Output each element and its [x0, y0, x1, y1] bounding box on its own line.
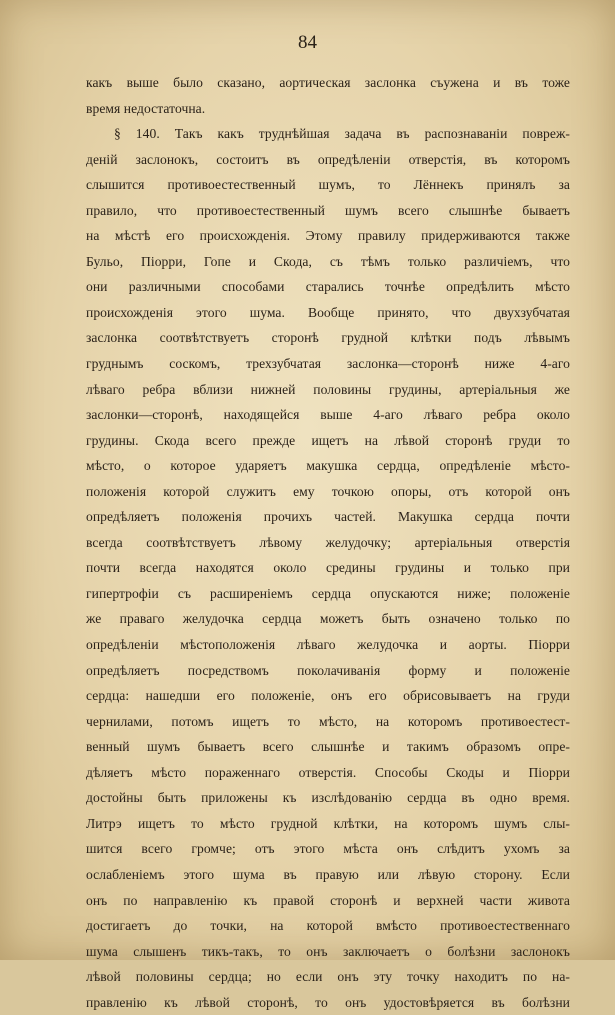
page-number: 84 [298, 32, 317, 53]
text-line: лѣвой половины сердца; но если онъ эту точку находитъ по на- [86, 969, 570, 985]
body-text [86, 70, 570, 1015]
text-line: Бульо, Піорри, Гопе и Скода, съ тѣмъ только различіемъ, что [86, 253, 570, 269]
text-line: достойны быть приложены къ изслѣдованію сердца въ одно время. [86, 790, 570, 806]
text-line: гипертрофіи съ расширеніемъ сердца опускаются ниже; положеніе [86, 585, 570, 601]
text-line: достигаетъ до точки, на которой вмѣсто противоестественнаго [86, 918, 570, 934]
text-line: заслонки—сторонѣ, находящейся выше 4-аго лѣваго ребра около [86, 407, 570, 423]
text-line: происхожденія этого шума. Вообще принято, что двухзубчатая [86, 304, 570, 320]
text-line: лѣваго ребра вблизи нижней половины грудины, артеріальныя же [86, 381, 570, 397]
text-line: Литрэ ищетъ то мѣсто грудной клѣтки, на которомъ шумъ слы- [86, 815, 570, 831]
text-line: почти всегда находятся около средины грудины и только при [86, 560, 570, 576]
text-line: время недостаточна. [86, 100, 206, 116]
text-line: опредѣленіи мѣстоположенія лѣваго желудочка и аорты. Піорри [86, 637, 570, 653]
text-line: на мѣстѣ его происхожденія. Этому правилу придерживаются также [86, 228, 570, 244]
text-line: опредѣляетъ положенія прочихъ частей. Макушка сердца почти [86, 509, 570, 525]
text-line: мѣсто, о которое ударяетъ макушка сердца, опредѣленіе мѣсто- [86, 458, 570, 474]
text-line: груднымъ соскомъ, трехзубчатая заслонка—сторонѣ ниже 4-аго [86, 356, 570, 372]
text-line: положенія которой служитъ ему точкою опоры, отъ которой онъ [86, 483, 570, 499]
text-line: венный шумъ бываетъ всего слышнѣе и такимъ образомъ опре- [86, 739, 570, 755]
text-line: опредѣляетъ посредствомъ поколачиванія форму и положеніе [86, 662, 570, 678]
text-line: слышится противоестественный шумъ, то Лённекъ принялъ за [86, 177, 570, 193]
text-line: правило, что противоестественный шумъ всего слышнѣе бываетъ [86, 202, 570, 218]
text-line: онъ по направленію къ правой сторонѣ и верхней части живота [86, 892, 570, 908]
text-line: деній заслонокъ, состоитъ въ опредѣленіи отверстія, въ которомъ [86, 151, 570, 167]
text-line: какъ выше было сказано, аортическая заслонка съужена и въ тоже [86, 75, 570, 90]
text-line: же праваго желудочка сердца можетъ быть означено только по [86, 611, 570, 627]
text-line: грудины. Скода всего прежде ищетъ на лѣвой сторонѣ груди то [86, 432, 570, 448]
text-line: они различными способами старались точнѣе опредѣлить мѣсто [86, 279, 570, 295]
text-line: § 140. Такъ какъ труднѣйшая задача въ распознаваніи повреж- [114, 126, 570, 142]
text-line: дѣляетъ мѣсто пораженнаго отверстія. Способы Скоды и Піорри [86, 764, 570, 780]
text-line: правленію къ лѣвой сторонѣ, то онъ удостовѣряется въ болѣзни [86, 994, 570, 1010]
text-line: заслонка соотвѣтствуетъ сторонѣ грудной клѣтки подъ лѣвымъ [86, 330, 570, 346]
text-line: ослабленіемъ этого шума въ правую или лѣвую сторону. Если [86, 866, 570, 882]
text-line: шума слышенъ тикъ-такъ, то онъ заключаетъ о болѣзни заслонокъ [86, 943, 570, 959]
text-line: всегда соотвѣтствуетъ лѣвому желудочку; артеріальныя отверстія [86, 534, 570, 550]
text-line: сердца: нашедши его положеніе, онъ его обрисовываетъ на груди [86, 688, 570, 704]
text-line: шится всего громче; отъ этого мѣста онъ слѣдитъ ухомъ за [86, 841, 570, 857]
text-line: чернилами, потомъ ищетъ то мѣсто, на которомъ противоестест- [86, 713, 570, 729]
